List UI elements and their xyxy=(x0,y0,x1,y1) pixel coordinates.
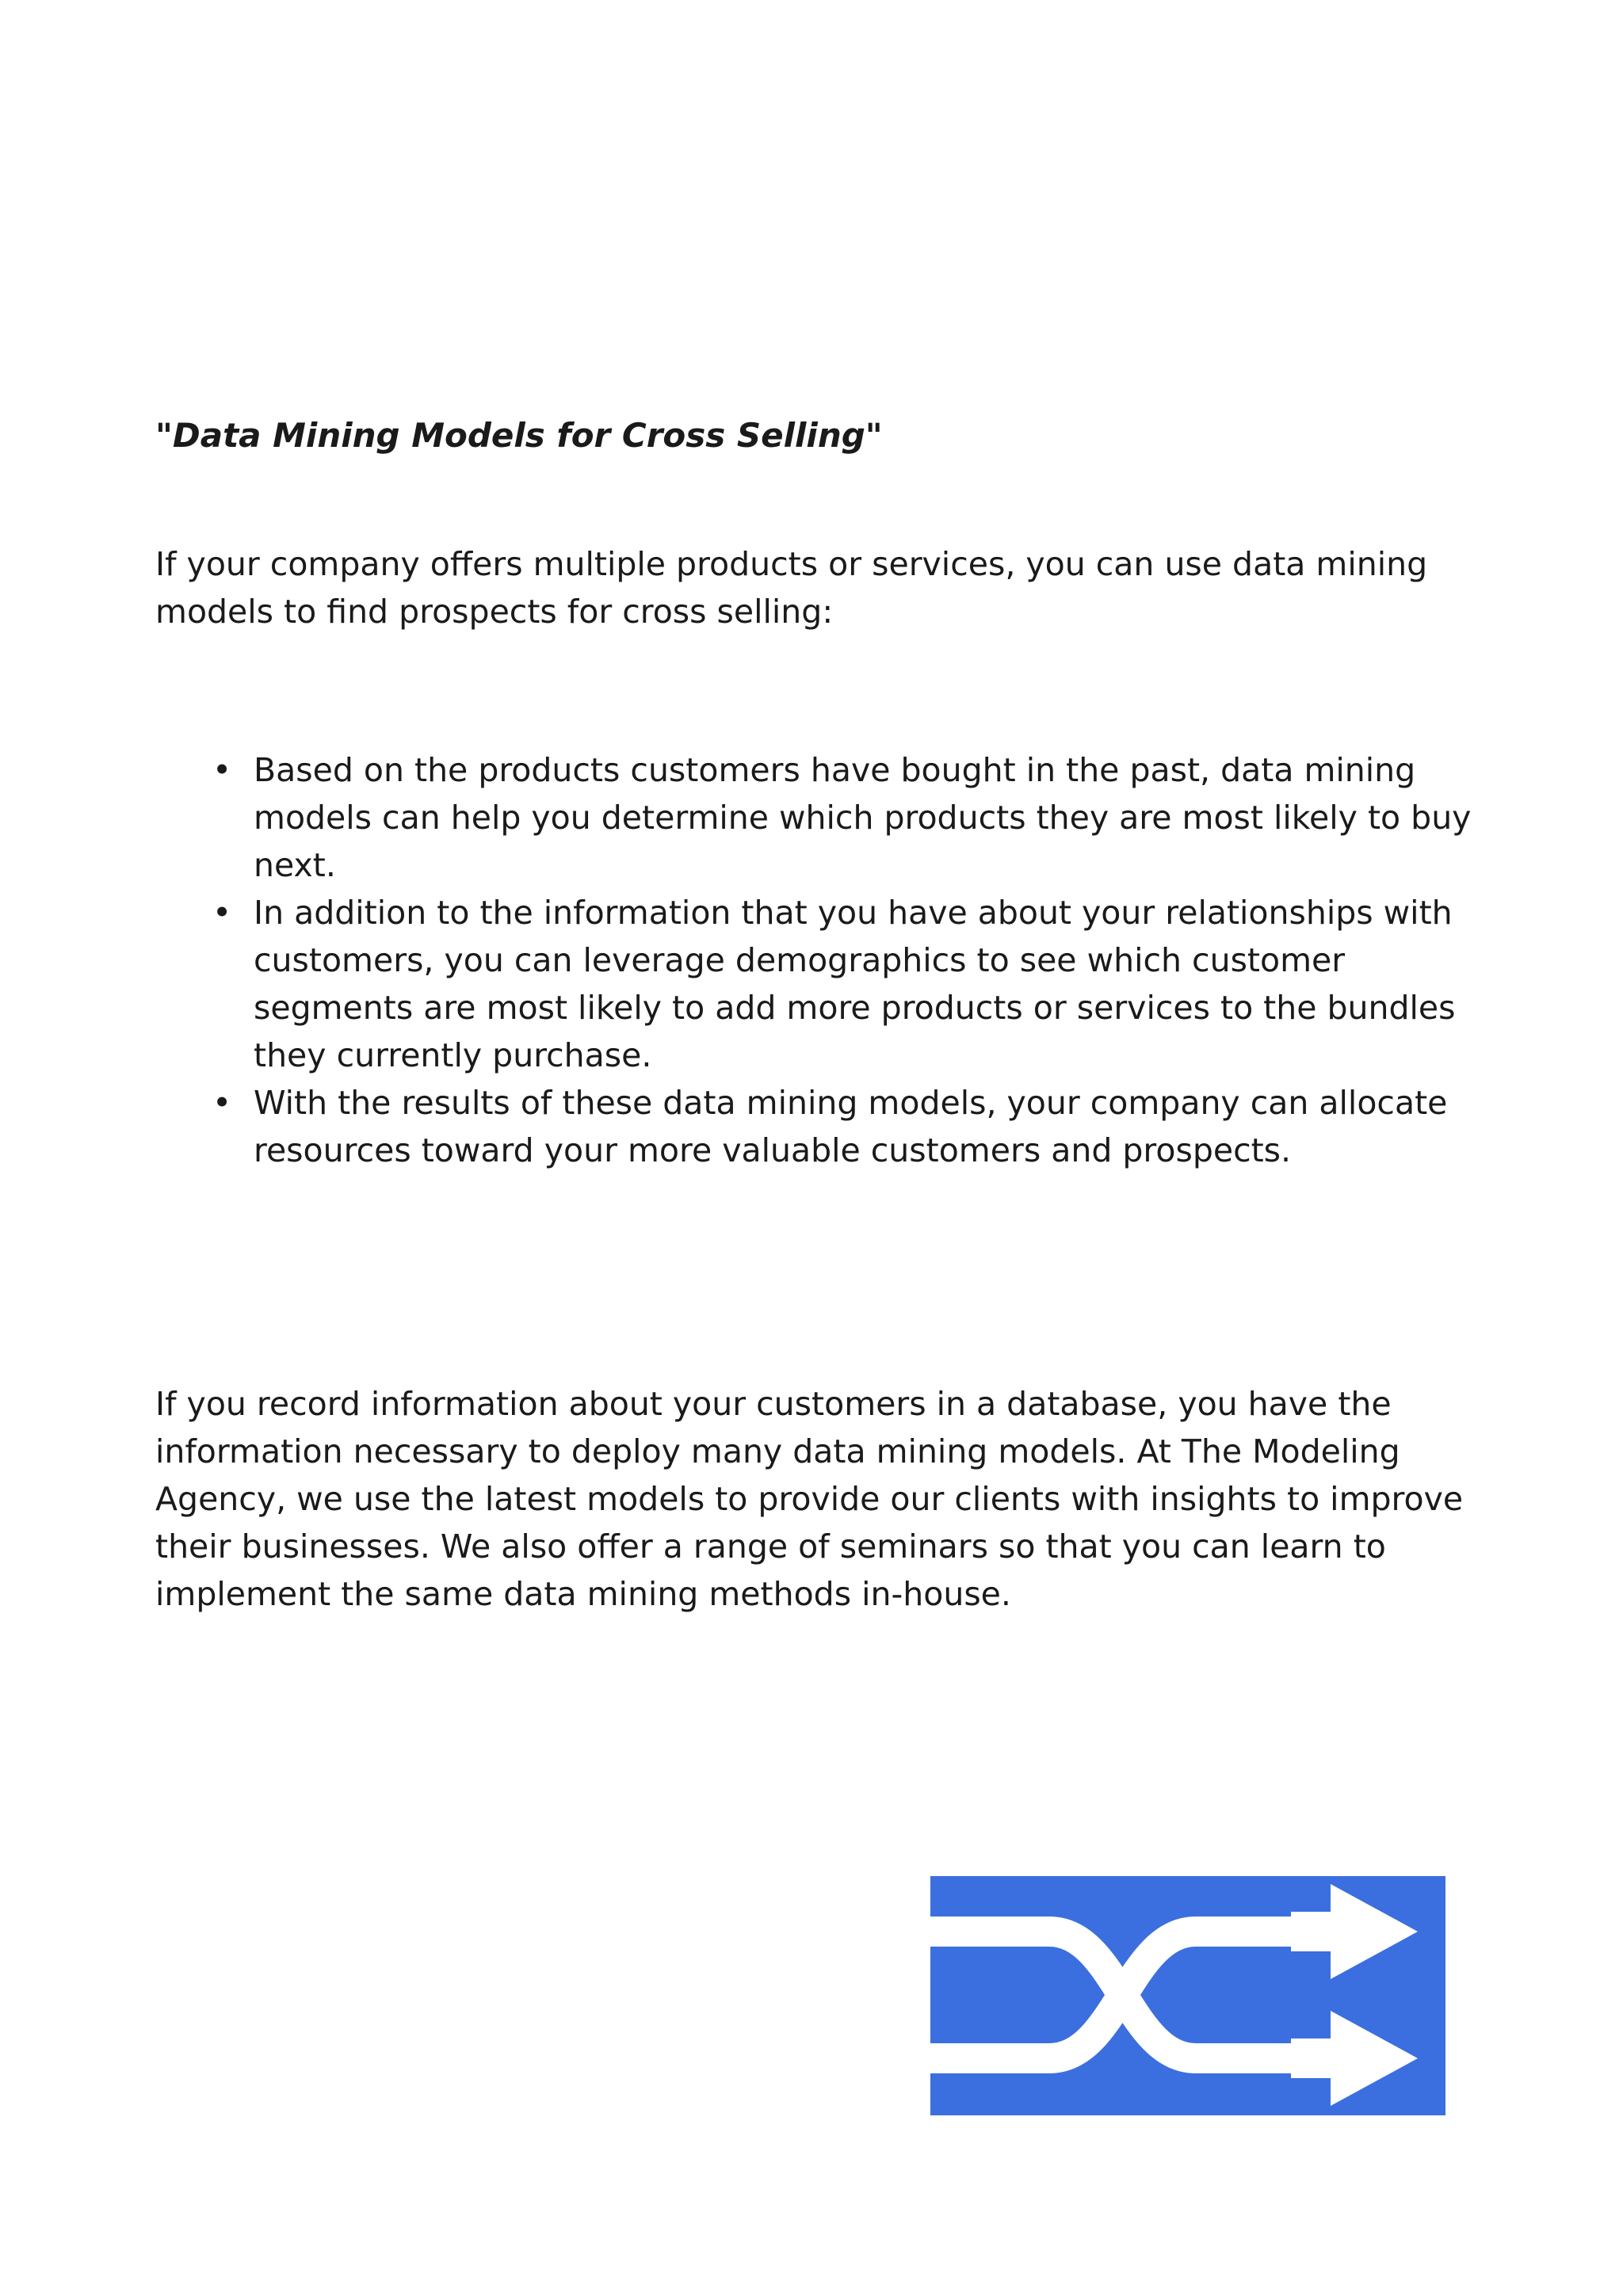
bullet-icon: • xyxy=(212,894,232,932)
page-title: "Data Mining Models for Cross Selling" xyxy=(155,416,883,455)
list-item xyxy=(155,1079,1503,1174)
bullet-icon: • xyxy=(212,1084,232,1122)
closing-paragraph: If you record information about your customers in a database, you have the information necessary to deploy many data mining models. At The Modeling Agency, we use the latest models to provide our clients with insights to improve their businesses. We also offer a range of seminars so that you can learn to implement the same data mining methods in-house. xyxy=(155,1385,1464,1613)
list-item xyxy=(155,746,1503,889)
bullet-icon: • xyxy=(212,751,232,789)
intro-paragraph: If your company offers multiple products or services, you can use data mining models to find prospects for cross selling: xyxy=(155,545,1428,631)
list-item-text: In addition to the information that you have about your relationships with customers, you can leverage demographics to see which customer segments are most likely to add more products or services to the bundles they currently purchase. xyxy=(254,894,1456,1074)
list-item xyxy=(155,889,1503,1079)
bullet-list xyxy=(155,746,1503,1174)
list-item-text: With the results of these data mining models, your company can allocate resources toward your more valuable customers and prospects. xyxy=(254,1084,1448,1169)
list-item-text: Based on the products customers have bought in the past, data mining models can help you determine which products they are most likely to buy next. xyxy=(254,751,1472,884)
crossing-arrows-icon xyxy=(930,1876,1445,2115)
